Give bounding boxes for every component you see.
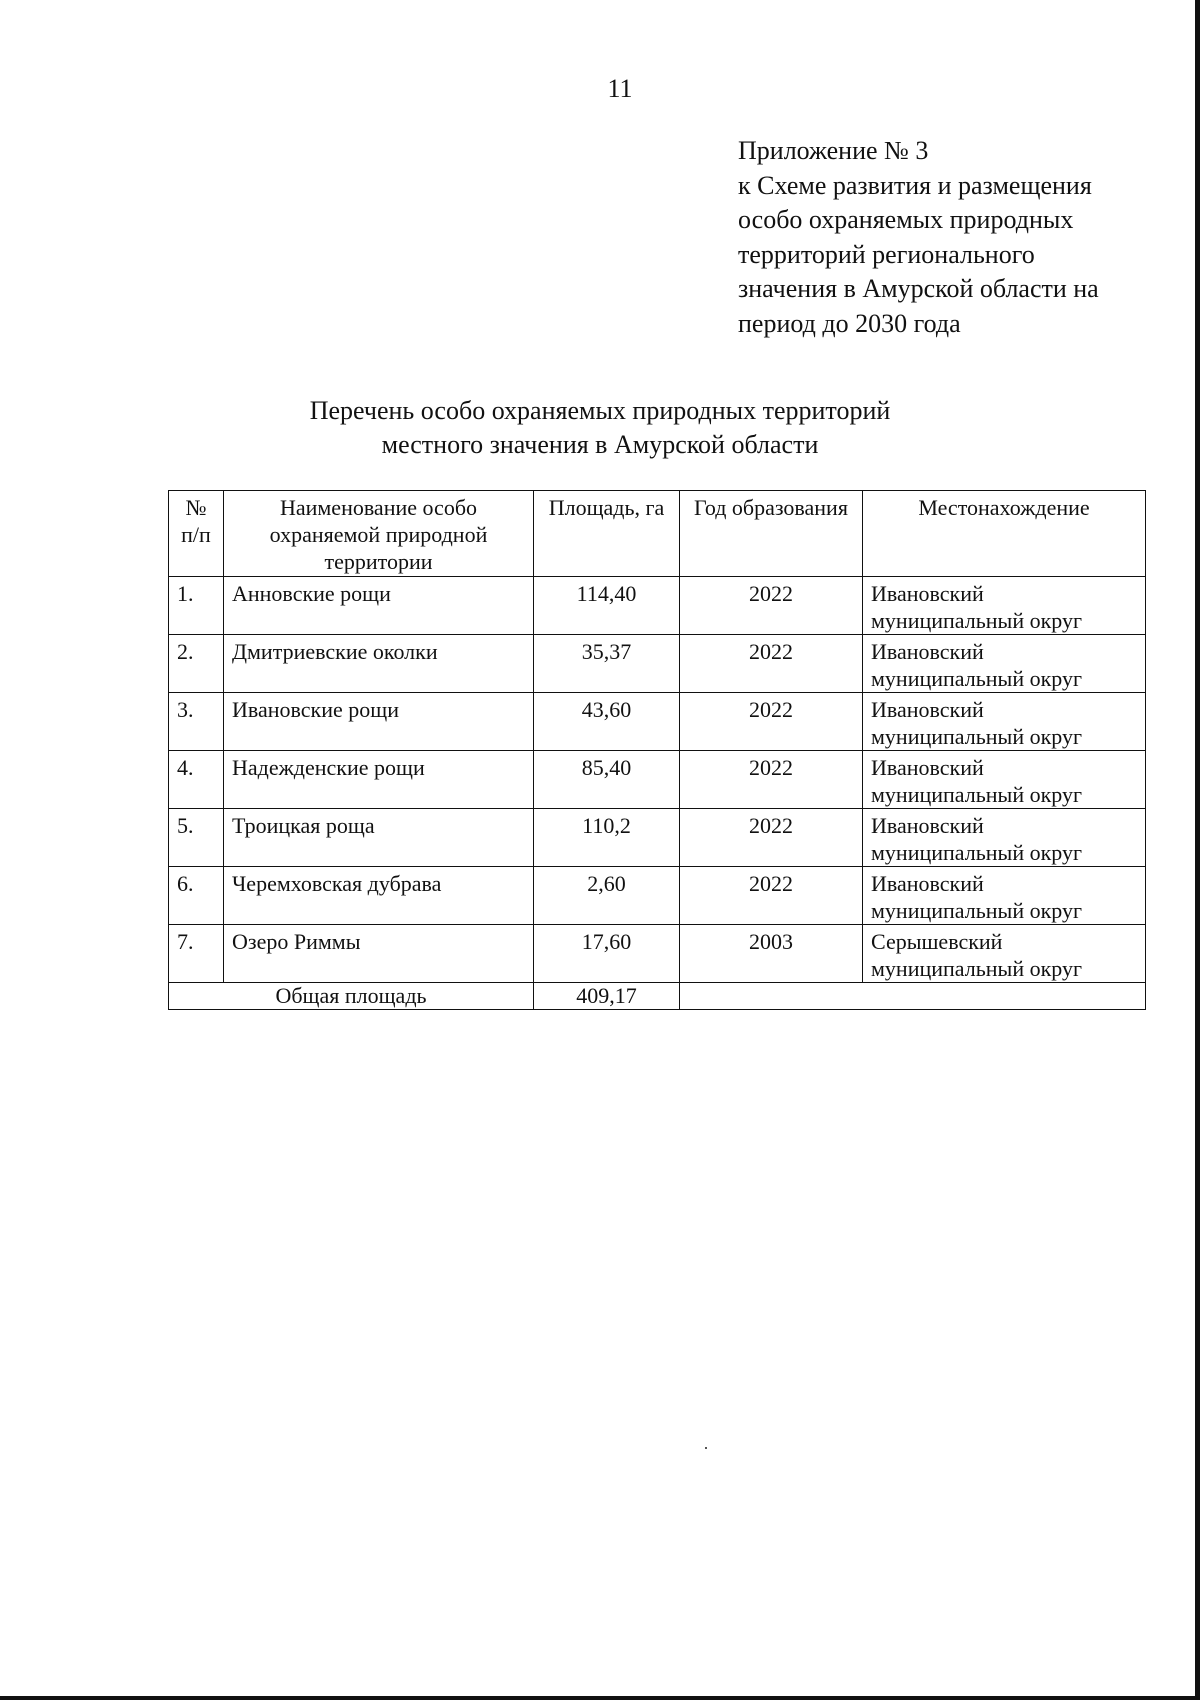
page-number: 11 (607, 74, 633, 103)
appendix-line: значения в Амурской области на (738, 274, 1099, 303)
cell-num: 2. (169, 635, 224, 693)
cell-location: Ивановский муниципальный округ (863, 751, 1146, 809)
scan-speck (705, 1447, 707, 1449)
table-row (169, 693, 1146, 751)
table-header-row (169, 491, 1146, 577)
table-row (169, 809, 1146, 867)
cell-location: Ивановский муниципальный округ (863, 693, 1146, 751)
cell-name: Черемховская дубрава (224, 867, 534, 925)
cell-name: Дмитриевские околки (224, 635, 534, 693)
total-label: Общая площадь (169, 983, 534, 1010)
cell-location: Ивановский муниципальный округ (863, 635, 1146, 693)
total-empty-cell (680, 983, 1146, 1010)
cell-year: 2022 (680, 577, 863, 635)
cell-year: 2022 (680, 867, 863, 925)
protected-areas-table (168, 490, 1146, 1010)
cell-name: Троицкая роща (224, 809, 534, 867)
title-line-1: Перечень особо охраняемых природных территорий (309, 396, 891, 425)
header-year: Год образования (680, 491, 863, 577)
table-row (169, 925, 1146, 983)
cell-num: 6. (169, 867, 224, 925)
cell-area: 85,40 (534, 751, 680, 809)
table-row (169, 751, 1146, 809)
cell-num: 3. (169, 693, 224, 751)
cell-num: 1. (169, 577, 224, 635)
cell-location: Серышевский муниципальный округ (863, 925, 1146, 983)
cell-location: Ивановский муниципальный округ (863, 867, 1146, 925)
title-line-2: местного значения в Амурской области (381, 430, 819, 459)
cell-area: 2,60 (534, 867, 680, 925)
cell-name: Надежденские рощи (224, 751, 534, 809)
cell-location: Ивановский муниципальный округ (863, 809, 1146, 867)
table-row (169, 867, 1146, 925)
cell-num: 7. (169, 925, 224, 983)
cell-area: 114,40 (534, 577, 680, 635)
cell-name: Озеро Риммы (224, 925, 534, 983)
appendix-line: территорий регионального (738, 239, 1035, 269)
cell-year: 2022 (680, 635, 863, 693)
total-area: 409,17 (534, 983, 680, 1010)
cell-num: 5. (169, 809, 224, 867)
cell-area: 43,60 (534, 693, 680, 751)
header-area: Площадь, га (534, 491, 680, 577)
scan-border-right (1195, 0, 1200, 1700)
scan-border-bottom (0, 1696, 1200, 1700)
header-location: Местонахождение (863, 491, 1146, 577)
table-total-row (169, 983, 1146, 1010)
cell-year: 2022 (680, 809, 863, 867)
document-title (0, 394, 1200, 462)
cell-area: 110,2 (534, 809, 680, 867)
table-row (169, 577, 1146, 635)
header-num: № п/п (169, 491, 224, 577)
header-name: Наименование особо охраняемой природной территории (224, 491, 534, 577)
cell-num: 4. (169, 751, 224, 809)
cell-year: 2022 (680, 693, 863, 751)
cell-name: Анновские рощи (224, 577, 534, 635)
appendix-line: Приложение № 3 (738, 136, 929, 165)
cell-area: 35,37 (534, 635, 680, 693)
cell-area: 17,60 (534, 925, 680, 983)
cell-year: 2022 (680, 751, 863, 809)
cell-location: Ивановский муниципальный округ (863, 577, 1146, 635)
cell-name: Ивановские рощи (224, 693, 534, 751)
appendix-line: к Схеме развития и размещения (738, 170, 1092, 200)
appendix-line: особо охраняемых природных (738, 205, 1074, 234)
appendix-line: период до 2030 года (738, 308, 961, 338)
cell-year: 2003 (680, 925, 863, 983)
appendix-block (738, 134, 1178, 341)
table-row (169, 635, 1146, 693)
